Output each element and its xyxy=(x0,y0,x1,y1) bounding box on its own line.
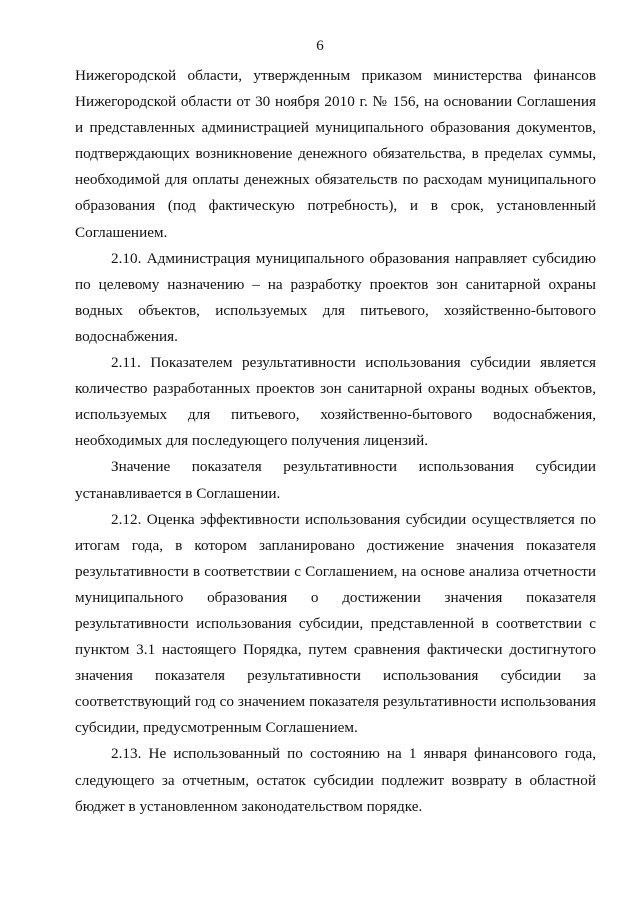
paragraph-2-11: 2.11. Показателем результативности использования субсидии является количество разработанных проектов зон санитарной охраны водных объектов, используемых для питьевого, хозяйственно-бытового водоснабжения, необходимых для последующего получения лицензий. xyxy=(75,354,596,450)
paragraph-indicator-value: Значение показателя результативности использования субсидии устанавливается в Соглашении. xyxy=(75,458,596,502)
page-number: 6 xyxy=(316,38,324,54)
paragraph-continuation: Нижегородской области, утвержденным приказом министерства финансов Нижегородской области от 30 ноября 2010 г. № 156, на основании Соглашения и представленных администрацией муниципального образования документов, подтверждающих возникновение денежного обязательства, в пределах суммы, необходимой для оплаты денежных обязательств по расходам муниципального образования (под фактическую потребность), и в срок, установленный Соглашением. xyxy=(75,67,596,241)
paragraph-2-13: 2.13. Не использованный по состоянию на 1 января финансового года, следующего за отчетным, остаток субсидии подлежит возврату в областной бюджет в установленном законодательством порядке. xyxy=(75,745,596,815)
paragraph-2-12: 2.12. Оценка эффективности использования субсидии осуществляется по итогам года, в котором запланировано достижение значения показателя результативности в соответствии с Соглашением, на основе анализа отчетности муниципального образования о достижении значения показателя результативности использования субсидии, представленной в соответствии с пунктом 3.1 настоящего Порядка, путем сравнения фактически достигнутого значения показателя результативности использования субсидии за соответствующий год со значением показателя результативности использования субсидии, предусмотренным Соглашением. xyxy=(75,510,596,737)
paragraph-2-10: 2.10. Администрация муниципального образования направляет субсидию по целевому назначению – на разработку проектов зон санитарной охраны водных объектов, используемых для питьевого, хозяйственно-бытового водоснабжения. xyxy=(75,249,596,345)
document-body xyxy=(75,63,596,820)
